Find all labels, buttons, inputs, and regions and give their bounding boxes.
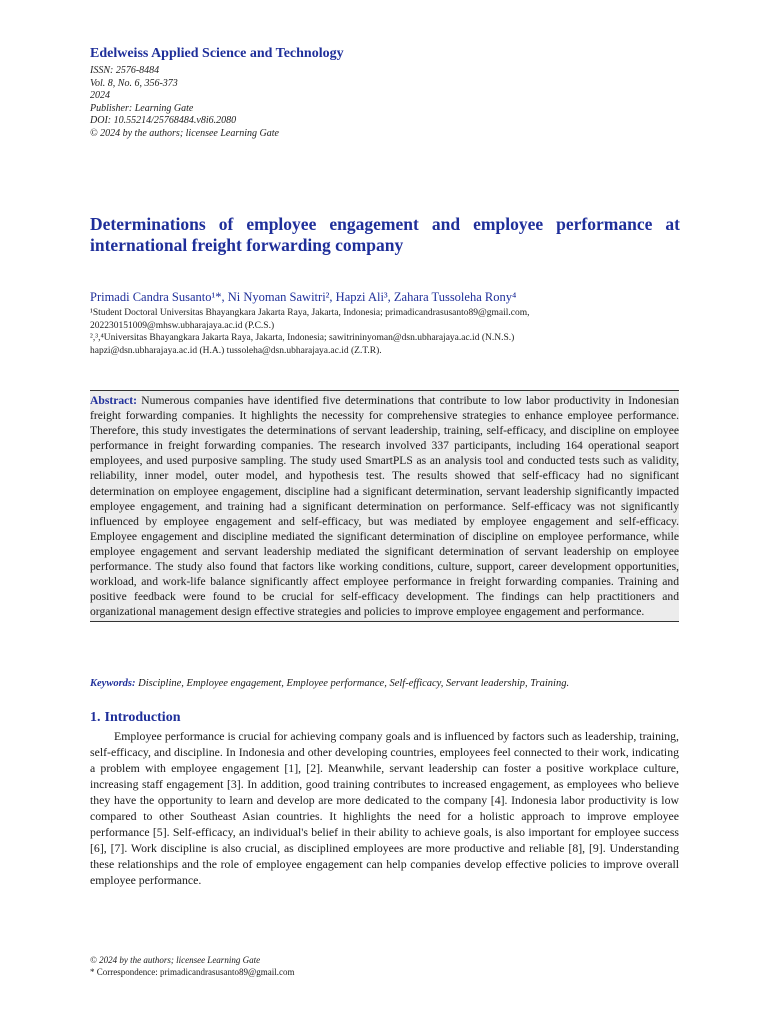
journal-doi: DOI: 10.55214/25768484.v8i6.2080 [90,115,237,126]
journal-name: Edelweiss Applied Science and Technology [90,46,344,61]
abstract-paragraph [90,393,679,619]
footer-copyright: © 2024 by the authors; licensee Learning Gate [90,955,261,965]
journal-volume: Vol. 8, No. 6, 356-373 [90,77,178,89]
paper-title: Determinations of employee engagement and employee performance at international freight forwarding company [90,214,680,255]
section-number: 1. [90,710,101,725]
affiliation-line: hapzi@dsn.ubharajaya.ac.id (H.A.) tussoleha@dsn.ubharajaya.ac.id (Z.T.R). [90,345,382,356]
journal-header [90,46,690,140]
page-footer [90,954,690,978]
section-title: Introduction [104,710,181,725]
affiliation-line: ¹Student Doctoral Universitas Bhayangkara Jakarta Raya, Jakarta, Indonesia; primadicandrasusanto89@gmail.com, [90,308,530,318]
journal-year: 2024 [90,90,110,101]
abstract-box [90,390,679,622]
keywords-line [90,678,690,689]
introduction-section [90,710,679,888]
keywords-label: Keywords: [90,678,136,689]
abstract-label: Abstract: [90,394,138,407]
keywords-text: Discipline, Employee engagement, Employee performance, Self-efficacy, Servant leadership, Training. [138,678,570,689]
journal-publisher: Publisher: Learning Gate [90,102,194,114]
affiliation-line: ²,³,⁴Universitas Bhayangkara Jakarta Raya, Jakarta, Indonesia; sawitrininyoman@dsn.ubharajaya.ac.id (N.N.S.) [90,333,515,343]
introduction-paragraph: Employee performance is crucial for achieving company goals and is influenced by factors such as leadership, training, self-efficacy, and discipline. In Indonesia and other developing countries, employees feel connected to their work, indicating a problem with employee engagement [1], [2]. Meanwhile, servant leadership can foster a positive workplace culture, increasing staff engagement [3]. In addition, good training contributes to increased engagement, as employees who believe they have the opportunity to learn and develop are more dedicated to the company [4]. Indonesia labor productivity is low compared to other Southeast Asian countries. It highlights the need for a holistic approach to improve employee performance [5]. Self-efficacy, an individual's belief in their ability to achieve goals, is also important for employee success [6], [7]. Work discipline is also crucial, as disciplined employees are more productive and reliable [8], [9]. Understanding these relationships and the role of employee engagement can help companies develop effective policies to improve overall employee performance. [90,729,679,887]
authors-block [90,290,690,357]
journal-copyright: © 2024 by the authors; licensee Learning Gate [90,127,279,139]
footer-correspondence: * Correspondence: primadicandrasusanto89@gmail.com [90,967,295,977]
author-names: Primadi Candra Susanto¹*, Ni Nyoman Sawitri², Hapzi Ali³, Zahara Tussoleha Rony⁴ [90,290,517,304]
affiliation-line: 202230151009@mhsw.ubharajaya.ac.id (P.C.S.) [90,320,275,331]
title-block [90,214,680,256]
journal-issn: ISSN: 2576-8484 [90,65,160,76]
section-heading [90,710,679,726]
abstract-text: Numerous companies have identified five determinations that contribute to low labor productivity in Indonesian freight forwarding companies. It highlights the necessity for comprehensive strategies to enhance employee performance. Therefore, this study investigates the determinations of servant leadership, training, self-efficacy, and discipline on employee performance in freight forwarding companies. The research involved 337 participants, including 164 operational seaport employees, and used purposive sampling. The study used SmartPLS as an analysis tool and conducted tests such as validity, reliability, inner model, outer model, and hypothesis test. The results showed that self-efficacy had no significant determination on employee engagement, discipline had a significant determination, servant leadership significantly impacted employee engagement, and training had a significant determination on performance. Self-efficacy was not significantly influenced by employee engagement and self-efficacy, but was mediated by employee engagement and self-efficacy. Employee engagement and discipline mediated the significant determination of discipline on employee performance, while employee engagement and servant leadership mediated the significant determination of servant leadership on employee performance. The study also found that factors like working conditions, culture, support, career development opportunities, workload, and work-life balance significantly affect employee performance in freight forwarding companies. Training and positive feedback were found to be crucial for self-efficacy development. The findings can help practitioners and organizational management design effective strategies and policies to improve employee engagement and performance. [90,394,679,619]
